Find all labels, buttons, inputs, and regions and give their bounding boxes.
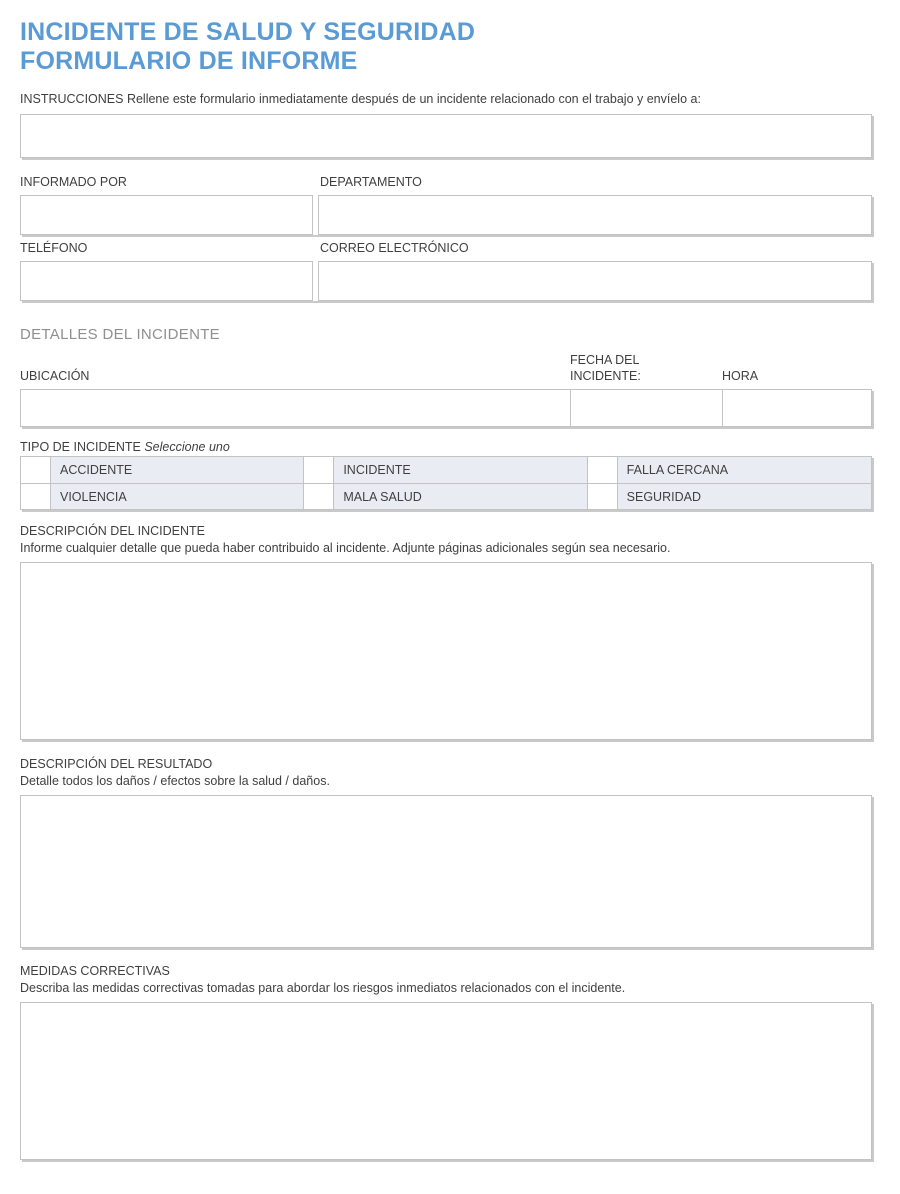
incident-details-row: [20, 389, 872, 427]
phone-label: TELÉFONO: [20, 241, 88, 255]
checkbox-violencia[interactable]: [21, 483, 51, 509]
incident-time-label: HORA: [722, 369, 759, 383]
incident-type-cell: [21, 457, 304, 483]
incident-type-label-falla-cercana[interactable]: FALLA CERCANA: [618, 457, 871, 483]
incident-description-subtext: Informe cualquier detalle que pueda haber contribuido al incidente. Adjunte páginas adicionales según sea necesario.: [20, 541, 671, 555]
incident-type-label-mala-salud[interactable]: MALA SALUD: [334, 483, 587, 509]
reported-by-label: INFORMADO POR: [20, 175, 127, 189]
incident-date-label-line-1: FECHA DEL: [570, 353, 640, 367]
outcome-description-textarea[interactable]: [20, 795, 872, 948]
incident-description-heading: DESCRIPCIÓN DEL INCIDENTE: [20, 524, 205, 538]
incident-type-cell: [588, 483, 871, 509]
incident-type-hint: Seleccione uno: [144, 440, 230, 454]
incident-details-section-title: DETALLES DEL INCIDENTE: [20, 326, 220, 343]
page-title: [20, 18, 720, 76]
incident-type-label-text: TIPO DE INCIDENTE: [20, 440, 141, 454]
incident-type-cell: [304, 457, 587, 483]
incident-type-label-accidente[interactable]: ACCIDENTE: [51, 457, 304, 483]
checkbox-incidente[interactable]: [304, 457, 334, 483]
incident-description-textarea[interactable]: [20, 562, 872, 740]
department-label: DEPARTAMENTO: [320, 175, 422, 189]
incident-type-table: [20, 456, 872, 510]
instructions-send-to-input[interactable]: [20, 114, 872, 158]
email-label: CORREO ELECTRÓNICO: [320, 241, 469, 255]
incident-date-label-line-2: INCIDENTE:: [570, 369, 641, 383]
reporter-row-2: [20, 261, 872, 301]
checkbox-seguridad[interactable]: [588, 483, 618, 509]
incident-type-label: [20, 440, 230, 455]
incident-type-label-incidente[interactable]: INCIDENTE: [334, 457, 587, 483]
corrective-measures-heading: MEDIDAS CORRECTIVAS: [20, 964, 170, 978]
incident-type-cell: [304, 483, 587, 509]
outcome-description-heading: DESCRIPCIÓN DEL RESULTADO: [20, 757, 213, 771]
department-input[interactable]: [318, 195, 872, 235]
instructions-label: INSTRUCCIONES Rellene este formulario inmediatamente después de un incidente relacionado con el trabajo y envíelo a:: [20, 92, 701, 106]
phone-input[interactable]: [20, 261, 313, 301]
checkbox-accidente[interactable]: [21, 457, 51, 483]
email-input[interactable]: [318, 261, 872, 301]
reporter-row-1: [20, 195, 872, 235]
checkbox-mala-salud[interactable]: [304, 483, 334, 509]
location-input[interactable]: [20, 389, 571, 427]
incident-type-cell: [21, 483, 304, 509]
corrective-measures-textarea[interactable]: [20, 1002, 872, 1160]
reported-by-input[interactable]: [20, 195, 313, 235]
incident-date-input[interactable]: [570, 389, 723, 427]
incident-type-row: [21, 483, 871, 509]
location-label: UBICACIÓN: [20, 369, 90, 383]
incident-type-row: [21, 457, 871, 483]
incident-type-label-violencia[interactable]: VIOLENCIA: [51, 483, 304, 509]
corrective-measures-subtext: Describa las medidas correctivas tomadas para abordar los riesgos inmediatos relacionados con el incidente.: [20, 981, 626, 995]
incident-type-label-seguridad[interactable]: SEGURIDAD: [618, 483, 871, 509]
page-title-line-1: INCIDENTE DE SALUD Y SEGURIDAD: [20, 18, 476, 46]
incident-time-input[interactable]: [722, 389, 872, 427]
outcome-description-subtext: Detalle todos los daños / efectos sobre la salud / daños.: [20, 774, 330, 788]
page-title-line-2: FORMULARIO DE INFORME: [20, 47, 358, 75]
incident-type-cell: [588, 457, 871, 483]
checkbox-falla-cercana[interactable]: [588, 457, 618, 483]
